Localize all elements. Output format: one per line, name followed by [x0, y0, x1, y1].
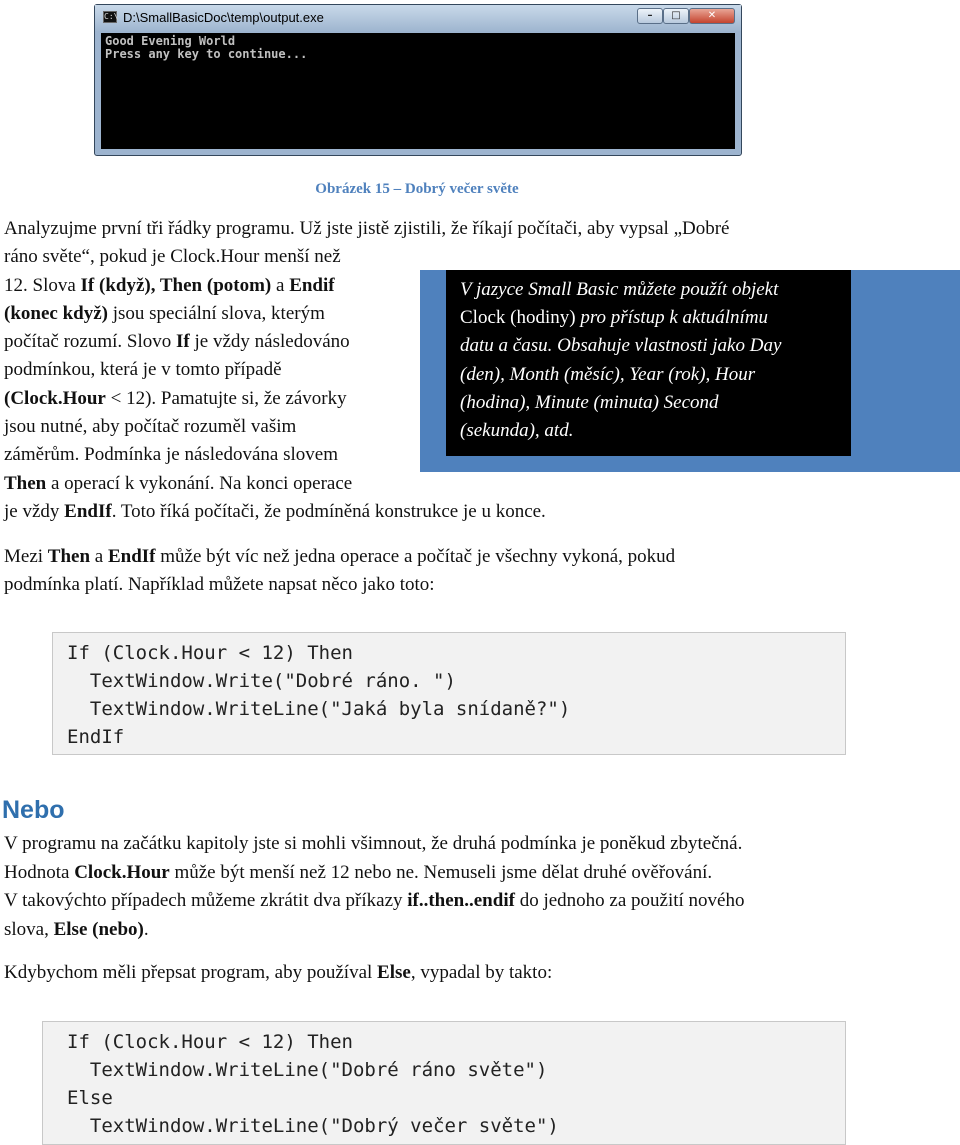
text-line: Kdybychom měli přepsat program, aby používal Else, vypadal by takto: [4, 962, 553, 983]
console-app-icon: C:\ [104, 12, 119, 21]
figure-caption: Obrázek 15 – Dobrý večer světe [315, 181, 519, 197]
text-line: je vždy EndIf. Toto říká počítači, že podmíněná konstrukce je u konce. [4, 500, 546, 522]
sidebar-line: V jazyce Small Basic můžete použít objekt [460, 279, 779, 300]
text-line: počítač rozumí. Slovo If je vždy následováno [4, 331, 350, 353]
console-title: D:\SmallBasicDoc\temp\output.exe [123, 10, 324, 25]
sidebar-line: (hodina), Minute (minuta) Second [460, 391, 719, 413]
code-line: TextWindow.Write("Dobré ráno. ") [67, 670, 456, 692]
console-window-screenshot [94, 4, 742, 156]
text-line: podmínka platí. Například můžete napsat něco jako toto: [4, 574, 435, 596]
text-line: 12. Slova If (když), Then (potom) a Endif [4, 274, 335, 296]
section-heading: Nebo [2, 796, 65, 824]
sidebar-note-box [446, 270, 851, 456]
console-line: Good Evening World [105, 34, 236, 48]
code-line: TextWindow.WriteLine("Dobrý večer světe") [67, 1115, 559, 1137]
paragraph-multiple-operations [4, 543, 954, 600]
text-line: jsou nutné, aby počítač rozuměl vašim [4, 416, 297, 438]
sidebar-line: (den), Month (měsíc), Year (rok), Hour [460, 363, 756, 385]
text-line: Then a operací k vykonání. Na konci operace [4, 472, 353, 494]
code-line: If (Clock.Hour < 12) Then [67, 1031, 353, 1053]
text-line: (konec když) jsou speciální slova, kterým [4, 302, 325, 324]
text-line: podmínkou, která je v tomto případě [4, 359, 282, 381]
text-line: ráno světe“, pokud je Clock.Hour menší než [4, 246, 341, 268]
maximize-icon: □ [663, 8, 689, 24]
code-block-else [42, 1021, 846, 1145]
console-titlebar [95, 5, 741, 31]
console-output [101, 33, 735, 149]
console-line: Press any key to continue... [105, 47, 308, 61]
sidebar-line: (sekunda), atd. [460, 420, 574, 442]
text-line: slova, Else (nebo). [4, 918, 149, 940]
code-line: Else [67, 1087, 113, 1109]
code-line: TextWindow.WriteLine("Jaká byla snídaně?") [67, 698, 571, 720]
sidebar-line: datu a času. Obsahuje vlastnosti jako Day [460, 335, 782, 357]
code-block-if [52, 632, 846, 755]
code-line: TextWindow.WriteLine("Dobré ráno světe") [67, 1059, 548, 1081]
sidebar-note [420, 270, 960, 472]
sidebar-line: Clock (hodiny) pro přístup k aktuálnímu [460, 307, 769, 329]
text-line: Mezi Then a EndIf může být víc než jedna operace a počítač je všechny vykoná, pokud [4, 546, 676, 567]
minimize-icon: – [637, 8, 663, 24]
text-line: V takovýchto případech můžeme zkrátit dva příkazy if..then..endif do jednoho za použití nového [4, 890, 745, 912]
code-line: EndIf [67, 726, 125, 748]
code-line: If (Clock.Hour < 12) Then [67, 642, 353, 664]
text-line: V programu na začátku kapitoly jste si mohli všimnout, že druhá podmínka je poněkud zbytečná. [4, 833, 743, 854]
text-line: záměrům. Podmínka je následována slovem [4, 444, 338, 466]
text-line: (Clock.Hour < 12). Pamatujte si, že závorky [4, 387, 347, 409]
paragraph-else-intro [4, 830, 954, 944]
text-line: Analyzujme první tři řádky programu. Už jste jistě zjistili, že říkají počítači, aby vypsal „Dobré [4, 218, 730, 239]
paragraph-else-example [4, 959, 954, 987]
close-icon: ✕ [689, 8, 735, 24]
text-line: Hodnota Clock.Hour může být menší než 12 nebo ne. Nemuseli jsme dělat druhé ověřování. [4, 861, 713, 883]
